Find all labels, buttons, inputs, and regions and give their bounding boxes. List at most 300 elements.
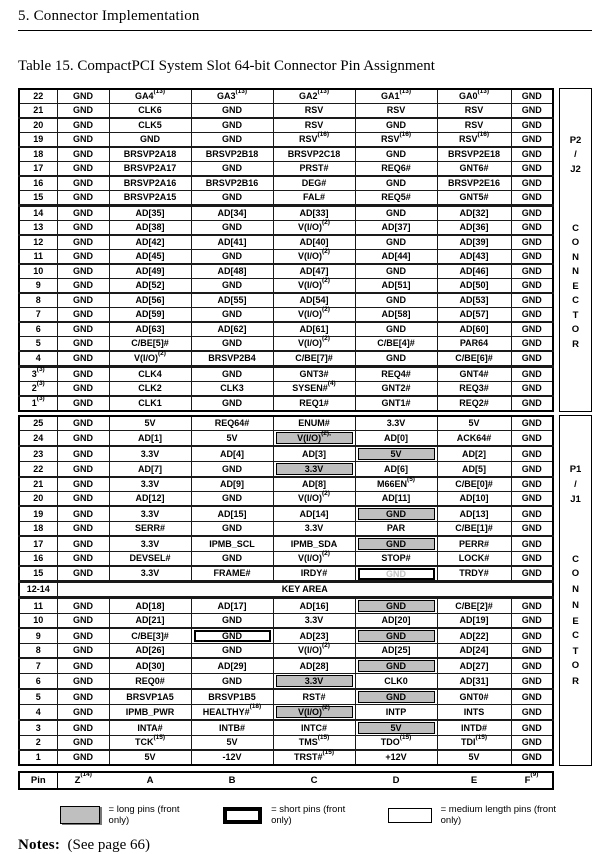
pin-row xyxy=(19,89,553,104)
pin-cell xyxy=(511,351,553,367)
pin-cell xyxy=(109,293,191,308)
side-label-letter: R xyxy=(572,676,579,687)
pin-value: GND xyxy=(73,691,93,702)
pin-cell xyxy=(273,104,355,119)
pin-row xyxy=(19,367,553,382)
pin-value: INTD# xyxy=(460,722,487,733)
pin-row xyxy=(19,250,553,265)
pin-cell xyxy=(57,308,109,323)
pin-cell xyxy=(57,416,109,431)
pin-row xyxy=(19,162,553,177)
pin-cell xyxy=(109,492,191,507)
pin-value: GND xyxy=(222,463,242,474)
pin-cell xyxy=(511,382,553,397)
pin-cell xyxy=(191,104,273,119)
pin-value: AD[57] xyxy=(459,309,489,319)
pin-cell xyxy=(57,720,109,736)
pin-value: $V(I/O)^{(2)}$ xyxy=(298,334,330,348)
pin-cell xyxy=(355,250,437,265)
p1-j1-table-zone xyxy=(18,415,594,766)
pin-cell xyxy=(57,628,109,644)
footer-column-letter: B xyxy=(228,775,236,786)
pin-number: 3 xyxy=(19,720,57,736)
pin-value: AD[59] xyxy=(135,309,165,319)
pin-value: AD[8] xyxy=(302,479,326,489)
pin-row xyxy=(19,536,553,552)
pin-value: GND xyxy=(521,105,542,115)
pin-value: AD[58] xyxy=(381,309,411,319)
legend-item-short-pins xyxy=(223,804,356,826)
pin-cell xyxy=(437,705,511,721)
pin-cell xyxy=(511,264,553,279)
pin-cell xyxy=(511,235,553,250)
pin-cell xyxy=(191,206,273,221)
pin-value: GND xyxy=(222,338,242,348)
pin-cell xyxy=(57,674,109,690)
pin-value: 5V xyxy=(468,752,480,762)
pin-value: GND xyxy=(73,353,93,363)
pin-cell xyxy=(437,322,511,337)
notes-label: Notes: xyxy=(18,837,61,853)
pin-value: C/BE[5]# xyxy=(131,338,169,348)
pin-value: 3.3V xyxy=(140,568,160,578)
pin-value: AD[20] xyxy=(381,615,411,625)
pin-cell xyxy=(355,506,437,522)
pin-value: INTB# xyxy=(218,722,245,733)
pin-value: GND xyxy=(222,192,242,202)
pin-number: 16 xyxy=(19,176,57,191)
pin-cell xyxy=(191,351,273,367)
pin-cell xyxy=(437,206,511,221)
pin-value: GND xyxy=(521,706,542,717)
pin-value: REQ4# xyxy=(381,369,411,379)
pin-cell xyxy=(273,276,355,294)
pin-cell xyxy=(437,416,511,431)
pin-value: AD[50] xyxy=(459,280,489,290)
pin-cell xyxy=(57,367,109,382)
pin-cell xyxy=(355,477,437,492)
pin-row xyxy=(19,104,553,119)
pin-cell xyxy=(437,176,511,191)
pin-cell xyxy=(191,674,273,690)
side-label-letter: E xyxy=(572,281,579,292)
pin-value: RSV$^{(16)}$ xyxy=(298,130,330,144)
pin-cell xyxy=(437,235,511,250)
pin-cell xyxy=(57,566,109,582)
pin-value: AD[6] xyxy=(384,463,408,474)
pin-value: GND xyxy=(521,523,542,533)
pin-value: DEG# xyxy=(301,178,327,188)
pin-value: GND xyxy=(521,383,542,393)
pin-number: 6 xyxy=(19,322,57,337)
pin-cell xyxy=(273,218,355,236)
pin-value: AD[43] xyxy=(459,251,489,261)
pin-cell xyxy=(191,477,273,492)
pin-cell xyxy=(511,176,553,191)
pin-cell xyxy=(511,750,553,765)
pin-value: GND xyxy=(73,568,93,578)
pin-cell xyxy=(437,367,511,382)
key-area-cell: KEY AREA xyxy=(57,582,553,598)
pin-cell xyxy=(57,293,109,308)
pin-value: GNT6# xyxy=(459,163,489,173)
long-pin-value: 3.3V xyxy=(276,675,353,687)
pin-row xyxy=(19,133,553,148)
pin-value: AD[42] xyxy=(135,237,165,247)
pin-value: GND xyxy=(521,208,542,218)
pin-value: AD[61] xyxy=(299,324,329,334)
pin-number: 22 xyxy=(19,462,57,478)
pin-cell xyxy=(191,506,273,522)
pin-value: 3.3V xyxy=(304,523,324,533)
pin-cell xyxy=(355,598,437,614)
pin-number: 7 xyxy=(19,658,57,674)
pin-number: 12 xyxy=(19,235,57,250)
pin-cell xyxy=(437,733,511,751)
pin-cell xyxy=(355,446,437,462)
pin-number: 4 xyxy=(19,705,57,721)
pin-value: GNT1# xyxy=(381,398,411,408)
pin-value: $V(I/O)^{(2)}$ xyxy=(298,218,330,232)
pin-value: BRSVP2A15 xyxy=(123,192,177,202)
pin-cell xyxy=(191,89,273,104)
pin-number: 18 xyxy=(19,147,57,162)
pin-value: GND xyxy=(521,178,542,188)
pin-row xyxy=(19,705,553,721)
pin-cell xyxy=(273,396,355,411)
pin-row xyxy=(19,674,553,690)
pin-number: 5 xyxy=(19,337,57,352)
pin-cell xyxy=(511,322,553,337)
pin-value: AD[24] xyxy=(459,645,489,655)
pin-cell xyxy=(511,446,553,462)
pin-cell xyxy=(355,396,437,411)
pin-value: GND xyxy=(222,134,242,144)
pin-value: GND xyxy=(521,338,542,348)
pin-cell xyxy=(511,431,553,447)
pin-cell xyxy=(437,750,511,765)
pin-value: AD[36] xyxy=(459,222,489,232)
pin-row xyxy=(19,191,553,206)
pin-cell xyxy=(57,191,109,206)
pin-number: 9 xyxy=(19,628,57,644)
pin-cell xyxy=(273,536,355,552)
pin-number: 11 xyxy=(19,598,57,614)
pin-row xyxy=(19,431,553,447)
pin-value: GND xyxy=(521,691,542,702)
pin-cell xyxy=(511,462,553,478)
pin-value: GND xyxy=(521,630,542,641)
pin-cell xyxy=(109,133,191,148)
pin-value: GND xyxy=(222,222,242,232)
pin-value: GA3$^{(13)}$ xyxy=(216,87,248,101)
pin-number: 10 xyxy=(19,264,57,279)
pin-value: GND xyxy=(521,353,542,363)
pin-number: 23 xyxy=(19,446,57,462)
pin-cell xyxy=(437,351,511,367)
pin-cell xyxy=(273,247,355,265)
pin-cell xyxy=(355,431,437,447)
long-pin-value: 5V xyxy=(358,722,435,734)
pin-cell xyxy=(355,492,437,507)
pin-value: GND xyxy=(521,222,542,232)
pin-value: CLK3 xyxy=(220,383,244,393)
pin-value: GND xyxy=(386,178,406,188)
pin-cell xyxy=(109,89,191,104)
pin-cell xyxy=(57,462,109,478)
pin-cell xyxy=(355,367,437,382)
pin-value: GND xyxy=(73,398,93,408)
pin-value: GND xyxy=(386,295,406,305)
pin-cell xyxy=(109,337,191,352)
side-label-letter: N xyxy=(572,252,579,263)
pin-cell xyxy=(355,720,437,736)
pin-value: GNT4# xyxy=(459,369,489,379)
pin-cell xyxy=(355,147,437,162)
pin-value: GND xyxy=(386,353,406,363)
long-pin-value: GND xyxy=(358,630,435,642)
pin-cell xyxy=(437,598,511,614)
side-label-letter: E xyxy=(572,616,579,627)
pin-value: FRAME# xyxy=(213,568,251,578)
pin-cell xyxy=(273,431,355,447)
pin-cell xyxy=(511,552,553,567)
pin-value: GND xyxy=(73,91,93,101)
pin-cell xyxy=(437,162,511,177)
pin-row xyxy=(19,235,553,250)
pin-cell xyxy=(191,250,273,265)
pin-value: GND xyxy=(73,178,93,188)
pin-cell xyxy=(273,334,355,352)
pin-row xyxy=(19,522,553,537)
footer-column-letter: E xyxy=(470,775,478,786)
pin-cell xyxy=(109,506,191,522)
side-label-letter: O xyxy=(571,237,580,248)
pin-cell xyxy=(109,382,191,397)
pin-cell xyxy=(273,293,355,308)
footer-column-letter: A xyxy=(146,775,154,786)
pin-cell xyxy=(437,506,511,522)
pin-cell xyxy=(355,462,437,478)
pin-cell xyxy=(109,644,191,659)
pin-value: INTA# xyxy=(137,722,163,733)
pin-value: $V(I/O)^{(2)}$ xyxy=(298,549,330,563)
pin-cell xyxy=(109,206,191,221)
pin-value: AD[45] xyxy=(135,251,165,261)
long-pin-value: GND xyxy=(358,691,435,703)
pin-cell xyxy=(511,522,553,537)
pin-value: GND xyxy=(73,418,93,428)
pin-value: AD[52] xyxy=(135,280,165,290)
side-label-letter: C xyxy=(572,630,579,641)
pin-number: 12-14 xyxy=(19,582,57,598)
pin-value: GND xyxy=(73,706,93,717)
pin-cell xyxy=(57,382,109,397)
pin-value: 3.3V xyxy=(140,538,160,549)
pin-value: GND xyxy=(73,553,93,563)
side-label-letter: J1 xyxy=(570,494,581,505)
pin-row xyxy=(19,308,553,323)
pin-cell xyxy=(57,506,109,522)
pin-value: AD[63] xyxy=(135,324,165,334)
pin-cell xyxy=(191,598,273,614)
pin-value: SERR# xyxy=(134,523,165,533)
pin-cell xyxy=(273,446,355,462)
pin-value: AD[2] xyxy=(462,448,486,459)
side-label-letter: P1 xyxy=(569,464,582,475)
pin-value: 3.3V xyxy=(140,508,160,519)
pin-cell xyxy=(273,147,355,162)
pin-row xyxy=(19,506,553,522)
side-label-letter: T xyxy=(572,646,579,657)
pin-cell xyxy=(191,382,273,397)
pin-number: 21 xyxy=(19,104,57,119)
pin-row xyxy=(19,658,553,674)
pin-cell xyxy=(511,416,553,431)
pin-value: REQ0# xyxy=(135,675,165,686)
pin-cell xyxy=(273,733,355,751)
side-label-letter: / xyxy=(574,149,577,160)
pin-value: GND xyxy=(73,722,93,733)
pin-number: 7 xyxy=(19,308,57,323)
pin-cell xyxy=(57,235,109,250)
pin-cell xyxy=(57,147,109,162)
pin-cell xyxy=(437,720,511,736)
pin-value: AD[27] xyxy=(459,660,489,671)
pin-cell xyxy=(109,462,191,478)
pin-value: GND xyxy=(222,163,242,173)
long-pin-value: 3.3V xyxy=(276,463,353,475)
pin-cell xyxy=(355,279,437,294)
pin-cell xyxy=(511,536,553,552)
notes-ref: (See page 66) xyxy=(67,837,150,853)
pin-number: 25 xyxy=(19,416,57,431)
pin-cell xyxy=(191,367,273,382)
pin-cell xyxy=(109,733,191,751)
pin-cell xyxy=(273,462,355,478)
pin-cell xyxy=(57,162,109,177)
pin-value: AD[48] xyxy=(217,266,247,276)
pin-value: REQ64# xyxy=(214,418,250,428)
pin-value: GND xyxy=(73,149,93,159)
pin-cell xyxy=(273,566,355,582)
pin-cell xyxy=(273,549,355,567)
pin-cell xyxy=(273,720,355,736)
pin-cell xyxy=(511,191,553,206)
pin-cell xyxy=(437,264,511,279)
pin-value: AD[15] xyxy=(217,508,247,519)
pin-row xyxy=(19,206,553,221)
pin-cell xyxy=(191,446,273,462)
pin-value: GND xyxy=(222,369,242,379)
pin-value: GND xyxy=(73,463,93,474)
pin-cell xyxy=(191,431,273,447)
pin-cell xyxy=(355,658,437,674)
pin-cell xyxy=(355,733,437,751)
pin-row xyxy=(19,628,553,644)
pin-cell xyxy=(57,477,109,492)
pin-cell xyxy=(511,118,553,133)
pin-cell xyxy=(109,118,191,133)
short-pin-value: GND xyxy=(194,630,271,642)
pin-cell xyxy=(191,308,273,323)
pin-cell xyxy=(191,293,273,308)
pin-value: REQ2# xyxy=(459,398,489,408)
pin-number: 10 xyxy=(19,614,57,629)
pin-cell xyxy=(437,689,511,705)
pin-cell xyxy=(437,566,511,582)
pin-cell xyxy=(511,492,553,507)
pin-cell xyxy=(109,322,191,337)
pin-number: 15 xyxy=(19,191,57,206)
pin-cell xyxy=(191,658,273,674)
legend-label: = long pins (front only) xyxy=(108,804,180,826)
pin-cell xyxy=(191,566,273,582)
pin-cell xyxy=(273,264,355,279)
pin-number: 16 xyxy=(19,552,57,567)
pin-number: 24 xyxy=(19,431,57,447)
pin-value: PRST# xyxy=(299,163,329,173)
pin-value: AD[39] xyxy=(459,237,489,247)
pin-value: GND xyxy=(521,615,542,625)
pin-value: GND xyxy=(521,251,542,261)
pin-value: GND xyxy=(521,432,542,443)
pin-cell xyxy=(57,536,109,552)
pin-value: GND xyxy=(386,120,406,130)
pin-value: AD[47] xyxy=(299,266,329,276)
pin-value: AD[1] xyxy=(138,432,162,443)
footer-pin-label: Pin xyxy=(19,772,57,789)
pin-cell xyxy=(191,133,273,148)
pin-value: GND xyxy=(73,222,93,232)
pin-value: GND xyxy=(73,660,93,671)
pin-cell xyxy=(437,477,511,492)
pin-cell xyxy=(511,308,553,323)
pin-value: 3.3V xyxy=(386,418,406,428)
pin-value: GND xyxy=(73,295,93,305)
long-pin-value: GND xyxy=(358,508,435,520)
pin-value: AD[32] xyxy=(459,208,489,218)
pin-value: BRSVP2B18 xyxy=(205,149,259,159)
pin-cell xyxy=(109,566,191,582)
pin-cell xyxy=(109,221,191,236)
pin-row xyxy=(19,293,553,308)
pin-value: TRDY# xyxy=(459,568,489,578)
pin-cell xyxy=(355,674,437,690)
pin-cell xyxy=(57,133,109,148)
pin-cell xyxy=(57,552,109,567)
pin-number: 20 xyxy=(19,492,57,507)
pin-cell xyxy=(511,506,553,522)
pin-value: GND xyxy=(73,324,93,334)
pin-cell xyxy=(273,416,355,431)
notes-line xyxy=(18,837,594,854)
pin-row xyxy=(19,492,553,507)
pin-value: GND xyxy=(521,448,542,459)
pin-cell xyxy=(355,221,437,236)
pin-value: GND xyxy=(73,237,93,247)
pin-row xyxy=(19,720,553,736)
pin-cell xyxy=(273,130,355,148)
pin-value: 3.3V xyxy=(140,448,160,459)
pin-cell xyxy=(191,191,273,206)
pin-value: RSV xyxy=(386,105,406,115)
pin-cell xyxy=(191,221,273,236)
pin-cell xyxy=(437,552,511,567)
pin-number: 8 xyxy=(19,293,57,308)
pin-cell xyxy=(511,293,553,308)
pin-cell xyxy=(355,118,437,133)
